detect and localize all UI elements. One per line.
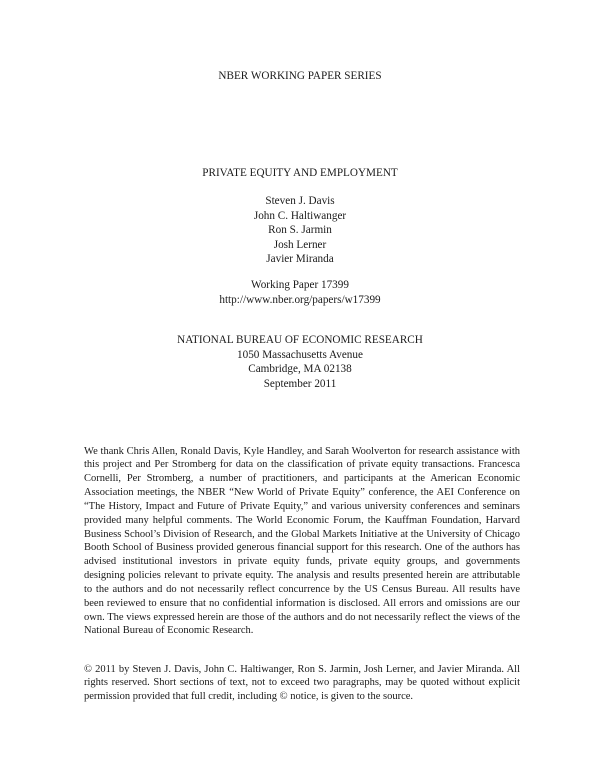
author-name: John C. Haltiwanger xyxy=(253,209,347,222)
paper-title-block xyxy=(0,166,600,181)
author-name: Josh Lerner xyxy=(273,238,327,251)
acknowledgements-paragraph: We thank Chris Allen, Ronald Davis, Kyle Handley, and Sarah Woolverton for research assistance with this project and Per Stromberg for data on the classification of private equity transactions. Francesca Cornelli, Per Stromberg, a number of practitioners, and participants at the American Economic Association meetings, the NBER “New World of Private Equity” conference, the AEI Conference on “The History, Impact and Future of Private Equity,” and various university conferences and seminars provided many helpful comments. The World Economic Forum, the Kauffman Foundation, Harvard Business School’s Division of Research, and the Global Markets Initiative at the University of Chicago Booth School of Business provided generous financial support for this research. One of the authors has advised institutional investors in private equity funds, private equity groups, and governments designing policies relevant to private equity. The analysis and results presented herein are attributable to the authors and do not necessarily reflect concurrence by the US Census Bureau. All results have been reviewed to ensure that no confidential information is disclosed. All errors and omissions are our own. The views expressed herein are those of the authors and do not necessarily reflect the views of the National Bureau of Economic Research. xyxy=(84,445,520,637)
institution-city: Cambridge, MA 02138 xyxy=(248,363,352,375)
working-paper-number: Working Paper 17399 xyxy=(251,279,349,291)
series-label: NBER WORKING PAPER SERIES xyxy=(218,70,382,82)
author-name: Steven J. Davis xyxy=(265,195,335,207)
publication-date: September 2011 xyxy=(263,377,337,390)
author-list xyxy=(0,194,600,267)
institution-name: NATIONAL BUREAU OF ECONOMIC RESEARCH xyxy=(177,334,423,346)
author-name: Javier Miranda xyxy=(266,253,334,265)
working-paper-info xyxy=(0,278,600,307)
copyright-notice: © 2011 by Steven J. Davis, John C. Haltiwanger, Ron S. Jarmin, Josh Lerner, and Javier Miranda. All rights reserved. Short sections of text, not to exceed two paragraphs, may be quoted without explicit permission provided that full credit, including © notice, is given to the source. xyxy=(84,663,520,703)
paper-title: PRIVATE EQUITY AND EMPLOYMENT xyxy=(202,167,398,179)
institution-street: 1050 Massachusetts Avenue xyxy=(237,348,363,361)
paper-url: http://www.nber.org/papers/w17399 xyxy=(219,293,381,306)
institution-address xyxy=(0,333,600,391)
series-heading xyxy=(0,69,600,84)
author-name: Ron S. Jarmin xyxy=(268,224,332,236)
